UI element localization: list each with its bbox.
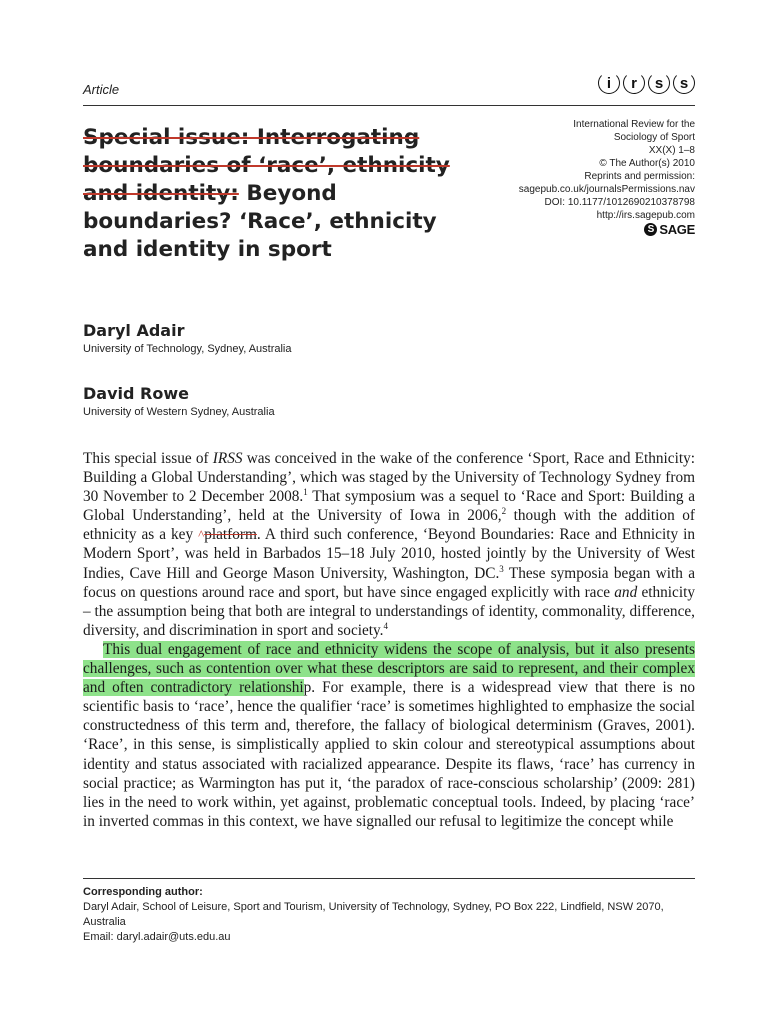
- corresponding-author: [83, 885, 695, 945]
- logo-letter-i: i: [598, 72, 620, 94]
- sage-logo: [435, 222, 695, 236]
- author-name: Daryl Adair: [83, 321, 185, 340]
- irss-logo: [598, 72, 695, 94]
- author-affiliation: University of Technology, Sydney, Australia: [83, 343, 292, 355]
- footnote-ref-4[interactable]: 4: [383, 620, 388, 631]
- highlighted-text: This dual engagement of race and ethnicity widens the scope of analysis, but it also presents challenges, such as contention over what these descriptors are said to represent, and their complex and often contradictory relationshi: [83, 640, 695, 697]
- journal-reprints: Reprints and permission:: [584, 171, 695, 182]
- author-2: [83, 384, 275, 418]
- journal-info: [435, 118, 695, 236]
- title-new-text: Beyond boundaries? ‘Race’, ethnicity and identity in sport: [83, 181, 437, 262]
- paragraph-1: [83, 449, 695, 640]
- paragraph-2: [83, 640, 695, 831]
- journal-doi: DOI: 10.1177/1012690210378798: [544, 197, 695, 208]
- corresponding-author-email[interactable]: Email: daryl.adair@uts.edu.au: [83, 931, 231, 943]
- p1-text-e: . A third such conference, ‘Beyond Boundaries: Race and Ethnicity in Modern Sport’, was held in Barbados 15–18 July 2010, hosted jointly by the University of West Indies, Cave Hill and George Mason University, Washington, DC.: [83, 526, 695, 582]
- footnote-ref-1[interactable]: 1: [303, 487, 308, 498]
- p1-text-d: though with the addition of ethnicity as a key: [83, 507, 695, 544]
- title-struck-text: Special issue: Interrogating boundaries of ‘race’, ethnicity and identity:: [83, 125, 450, 206]
- journal-page: [83, 0, 695, 1024]
- corresponding-author-label: Corresponding author:: [83, 886, 203, 898]
- p1-text-b: was conceived in the wake of the conference ‘Sport, Race and Ethnicity: Building a Global Understanding’, which was staged by the University of Technology Sydney from 30 November to 2 December 2008.: [83, 450, 695, 506]
- author-1: [83, 321, 292, 355]
- footnote-ref-3[interactable]: 3: [499, 563, 504, 574]
- p1-italic-and: and: [614, 583, 638, 601]
- corresponding-author-address: Daryl Adair, School of Leisure, Sport and Tourism, University of Technology, Sydney, PO Box 222, Lindfield, NSW 2070, Australia: [83, 901, 664, 928]
- author-affiliation: University of Western Sydney, Australia: [83, 406, 275, 418]
- p1-text-f: These symposia began with a focus on questions around race and sport, but have since engaged explicitly with race: [83, 564, 696, 601]
- author-name: David Rowe: [83, 384, 189, 403]
- p1-journal-abbrev: IRSS: [212, 450, 243, 467]
- logo-letter-r: r: [623, 72, 645, 94]
- logo-letter-s2: s: [673, 72, 695, 94]
- header-divider: [83, 105, 695, 106]
- footer-divider: [83, 878, 695, 879]
- sage-logo-text: SAGE: [659, 222, 695, 237]
- journal-name-line1: International Review for the: [573, 119, 695, 130]
- p1-text-c: That symposium was a sequel to ‘Race and Sport: Building a Global Understanding’, held at the University of Iowa in 2006,: [83, 488, 695, 525]
- journal-copyright: © The Author(s) 2010: [599, 158, 695, 169]
- struck-word: platform: [204, 526, 257, 544]
- footnote-ref-2[interactable]: 2: [501, 506, 507, 517]
- p1-text-g: ethnicity – the assumption being that both are integral to understandings of identity, commonality, difference, diversity, and discrimination in sport and society.: [83, 583, 695, 639]
- journal-website[interactable]: http://irs.sagepub.com: [596, 210, 695, 221]
- article-type-label: Article: [83, 82, 120, 97]
- p1-text-a: This special issue of: [83, 450, 213, 467]
- journal-volume: XX(X) 1–8: [648, 145, 695, 156]
- logo-letter-s: s: [648, 72, 670, 94]
- article-title: [83, 124, 478, 264]
- article-body: [83, 449, 695, 831]
- sage-icon: S: [644, 223, 657, 236]
- journal-reprints-url[interactable]: sagepub.co.uk/journalsPermissions.nav: [518, 184, 695, 195]
- insert-caret-mark: ^: [198, 527, 205, 543]
- p2-text-rest: p. For example, there is a widespread view that there is no scientific basis to ‘race’, hence the qualifier ‘race’ is sometimes highlighted to emphasize the social constructedness of this term and, therefore, the fallacy of biological determinism (Graves, 2001). ‘Race’, in this sense, is simplistically applied to skin colour and stereotypical assumptions about identity and status associated with racialized appearance. Despite its flaws, ‘race’ has currency in social practice; as Warmington has put it, ‘the paradox of race-conscious scholarship’ (2009: 281) lies in the need to work within, yet against, problematic conceptual tools. Indeed, by placing ‘race’ in inverted commas in this context, we have signalled our refusal to legitimize the concept while: [83, 679, 696, 830]
- journal-name-line2: Sociology of Sport: [613, 132, 695, 143]
